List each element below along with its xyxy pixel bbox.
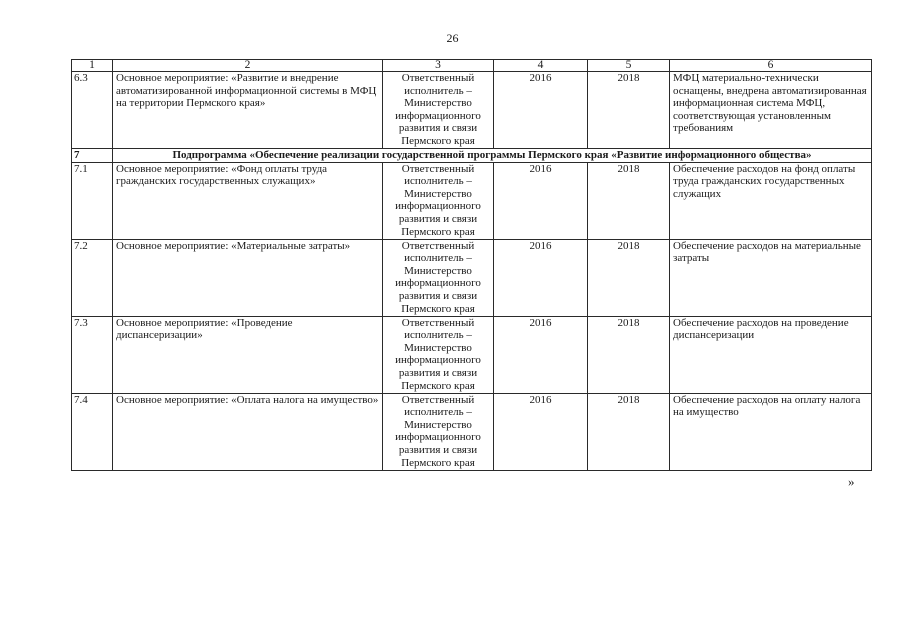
table-row (72, 162, 872, 239)
column-header: 4 (494, 60, 588, 72)
subprogram-number: 7 (72, 149, 113, 163)
row-number: 7.2 (72, 239, 113, 316)
event-cell: Основное мероприятие: «Фонд оплаты труда гражданских государственных служащих» (113, 162, 383, 239)
end-year-cell: 2018 (588, 239, 670, 316)
page-number: 26 (446, 31, 459, 45)
start-year-cell: 2016 (494, 162, 588, 239)
result-cell: Обеспечение расходов на оплату налога на имущество (670, 393, 872, 470)
table-row (72, 393, 872, 470)
event-cell: Основное мероприятие: «Проведение диспансеризации» (113, 316, 383, 393)
responsible-cell: Ответственный исполнитель – Министерство информационного развития и связи Пермского края (383, 316, 494, 393)
event-cell: Основное мероприятие: «Оплата налога на имущество» (113, 393, 383, 470)
subprogram-title: Подпрограмма «Обеспечение реализации государственной программы Пермского края «Развитие информационного общества» (113, 149, 872, 163)
table-row (72, 316, 872, 393)
row-number: 7.4 (72, 393, 113, 470)
event-cell: Основное мероприятие: «Материальные затраты» (113, 239, 383, 316)
start-year-cell: 2016 (494, 239, 588, 316)
column-header: 1 (72, 60, 113, 72)
column-header: 5 (588, 60, 670, 72)
column-header: 3 (383, 60, 494, 72)
program-table (71, 59, 872, 471)
subprogram-row (72, 149, 872, 163)
result-cell: МФЦ материально-технически оснащены, внедрена автоматизированная информационная система МФЦ, соответствующая установленным требованиям (670, 72, 872, 149)
closing-quote: » (848, 474, 855, 489)
end-year-cell: 2018 (588, 72, 670, 149)
result-cell: Обеспечение расходов на проведение диспансеризации (670, 316, 872, 393)
table-row (72, 239, 872, 316)
responsible-cell: Ответственный исполнитель – Министерство информационного развития и связи Пермского края (383, 239, 494, 316)
responsible-cell: Ответственный исполнитель – Министерство информационного развития и связи Пермского края (383, 72, 494, 149)
end-year-cell: 2018 (588, 316, 670, 393)
row-number: 7.1 (72, 162, 113, 239)
row-number: 7.3 (72, 316, 113, 393)
result-cell: Обеспечение расходов на материальные затраты (670, 239, 872, 316)
start-year-cell: 2016 (494, 316, 588, 393)
end-year-cell: 2018 (588, 162, 670, 239)
end-year-cell: 2018 (588, 393, 670, 470)
column-header: 6 (670, 60, 872, 72)
event-cell: Основное мероприятие: «Развитие и внедрение автоматизированной информационной системы в МФЦ на территории Пермского края» (113, 72, 383, 149)
table-header-row (72, 60, 872, 72)
start-year-cell: 2016 (494, 393, 588, 470)
responsible-cell: Ответственный исполнитель – Министерство информационного развития и связи Пермского края (383, 393, 494, 470)
responsible-cell: Ответственный исполнитель – Министерство информационного развития и связи Пермского края (383, 162, 494, 239)
table-row (72, 72, 872, 149)
column-header: 2 (113, 60, 383, 72)
result-cell: Обеспечение расходов на фонд оплаты труда гражданских государственных служащих (670, 162, 872, 239)
row-number: 6.3 (72, 72, 113, 149)
start-year-cell: 2016 (494, 72, 588, 149)
